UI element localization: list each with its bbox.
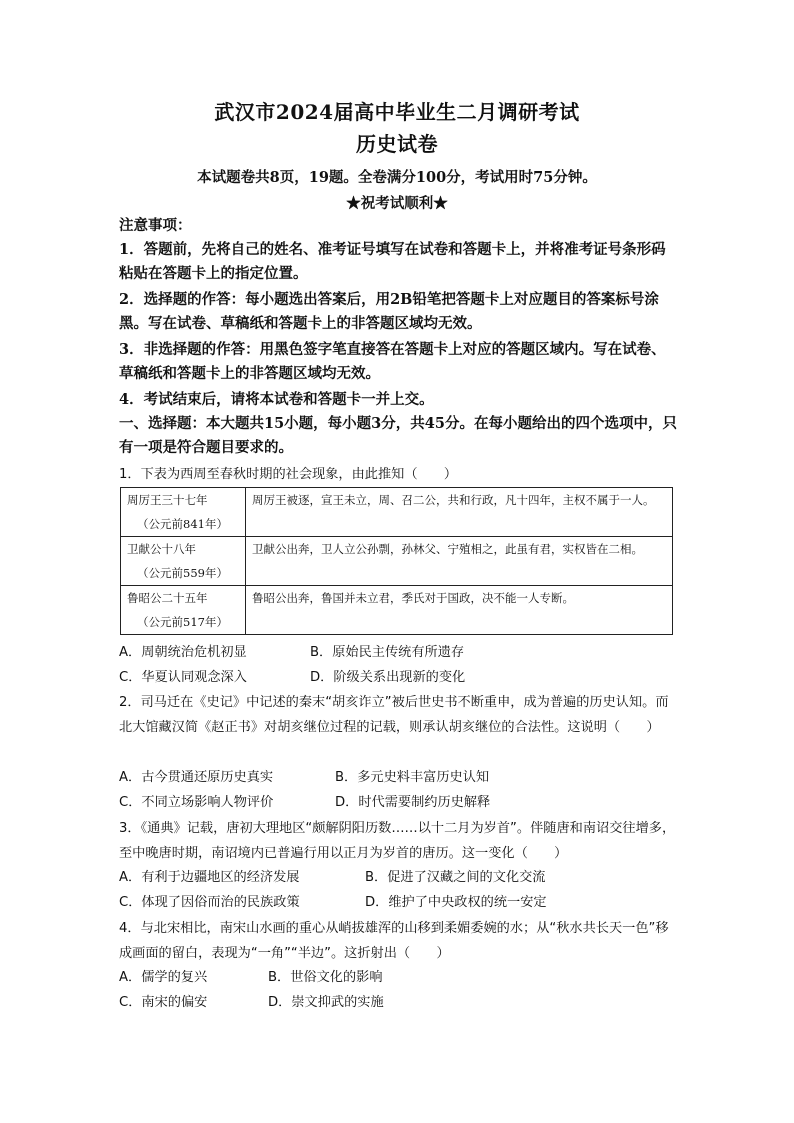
q3-option-a[interactable]: A．有利于边疆地区的经济发展 (119, 870, 300, 885)
table-row (121, 586, 673, 635)
section1-intro: 一、选择题：本大题共15小题，每小题3分，共45分。在每小题给出的四个选项中，只有一项是符合题目要求的。 (119, 415, 677, 456)
q4-option-b[interactable]: B．世俗文化的影响 (268, 970, 383, 985)
q2-option-a[interactable]: A．古今贯通还原历史真实 (119, 770, 274, 785)
q1-table (120, 487, 673, 635)
q3-option-c[interactable]: C．体现了因俗而治的民族政策 (119, 895, 300, 910)
note-item-2: 2．选择题的作答：每小题选出答案后，用2B铅笔把答题卡上对应题目的答案标号涂黑。写在试卷、草稿纸和答题卡上的非答题区域均无效。 (119, 291, 659, 332)
note-item-4: 4．考试结束后，请将本试卷和答题卡一并上交。 (119, 391, 434, 408)
q1-option-d[interactable]: D．阶级关系出现新的变化 (310, 670, 466, 685)
table-cell-event: 卫献公出奔，卫人立公孙剽，孙林父、宁殖相之，此虽有君，实权皆在二相。 (246, 537, 673, 586)
q3-option-d[interactable]: D．维护了中央政权的统一安定 (365, 895, 547, 910)
period-year: 鲁昭公二十五年 (127, 591, 208, 605)
table-cell-period (121, 586, 246, 635)
q1-stem: 1．下表为西周至春秋时期的社会现象，由此推知（ ） (119, 467, 458, 482)
note-item-3: 3．非选择题的作答：用黑色签字笔直接答在答题卡上对应的答题区域内。写在试卷、草稿纸和答题卡上的非答题区域均无效。 (119, 341, 666, 382)
q4-option-c[interactable]: C．南宋的偏安 (119, 995, 208, 1010)
table-cell-event: 周厉王被逐，宣王未立，周、召二公，共和行政，凡十四年，主权不属于一人。 (246, 488, 673, 537)
q2-option-c[interactable]: C．不同立场影响人物评价 (119, 795, 274, 810)
table-row (121, 488, 673, 537)
period-year: 周厉王三十七年 (127, 493, 208, 507)
q1-option-b[interactable]: B．原始民主传统有所遗存 (310, 645, 465, 660)
exam-subject: 历史试卷 (356, 132, 438, 156)
notes-heading: 注意事项： (119, 217, 192, 234)
exam-title: 武汉市2024届高中毕业生二月调研考试 (214, 100, 580, 124)
exam-wish: ★祝考试顺利★ (346, 195, 448, 212)
note-item-1: 1．答题前，先将自己的姓名、准考证号填写在试卷和答题卡上，并将准考证号条形码粘贴在答题卡上的指定位置。 (119, 241, 666, 282)
q3-option-b[interactable]: B．促进了汉藏之间的文化交流 (365, 870, 546, 885)
q2-option-b[interactable]: B．多元史料丰富历史认知 (335, 770, 490, 785)
q4-option-d[interactable]: D．崇文抑武的实施 (268, 995, 384, 1010)
table-cell-period (121, 537, 246, 586)
table-cell-period (121, 488, 246, 537)
period-ad: （公元前559年） (137, 566, 228, 580)
q1-option-c[interactable]: C．华夏认同观念深入 (119, 670, 247, 685)
q1-option-a[interactable]: A．周朝统治危机初显 (119, 645, 247, 660)
exam-meta: 本试题卷共8页，19题。全卷满分100分，考试用时75分钟。 (197, 169, 597, 186)
period-year: 卫献公十八年 (127, 542, 196, 556)
period-ad: （公元前841年） (137, 517, 228, 531)
q2-stem: 2．司马迁在《史记》中记述的秦末“胡亥诈立”被后世史书不断重申，成为普遍的历史认知。而北大馆藏汉简《赵正书》对胡亥继位过程的记载，则承认胡亥继位的合法性。这说明（ ） (119, 695, 669, 735)
q2-option-d[interactable]: D．时代需要制约历史解释 (335, 795, 491, 810)
period-ad: （公元前517年） (137, 615, 228, 629)
table-cell-event: 鲁昭公出奔，鲁国并未立君，季氏对于国政，决不能一人专断。 (246, 586, 673, 635)
q4-option-a[interactable]: A．儒学的复兴 (119, 970, 208, 985)
q3-stem: 3．《通典》记载，唐初大理地区“颇解阴阳历数……以十二月为岁首”。伴随唐和南诏交往增多，至中晚唐时期，南诏境内已普遍行用以正月为岁首的唐历。这一变化（ ） (119, 821, 676, 861)
q4-stem: 4．与北宋相比，南宋山水画的重心从峭拔雄浑的山移到柔媚委婉的水；从“秋水共长天一色”移成画面的留白，表现为“一角”“半边”。这折射出（ ） (119, 921, 669, 961)
table-row (121, 537, 673, 586)
